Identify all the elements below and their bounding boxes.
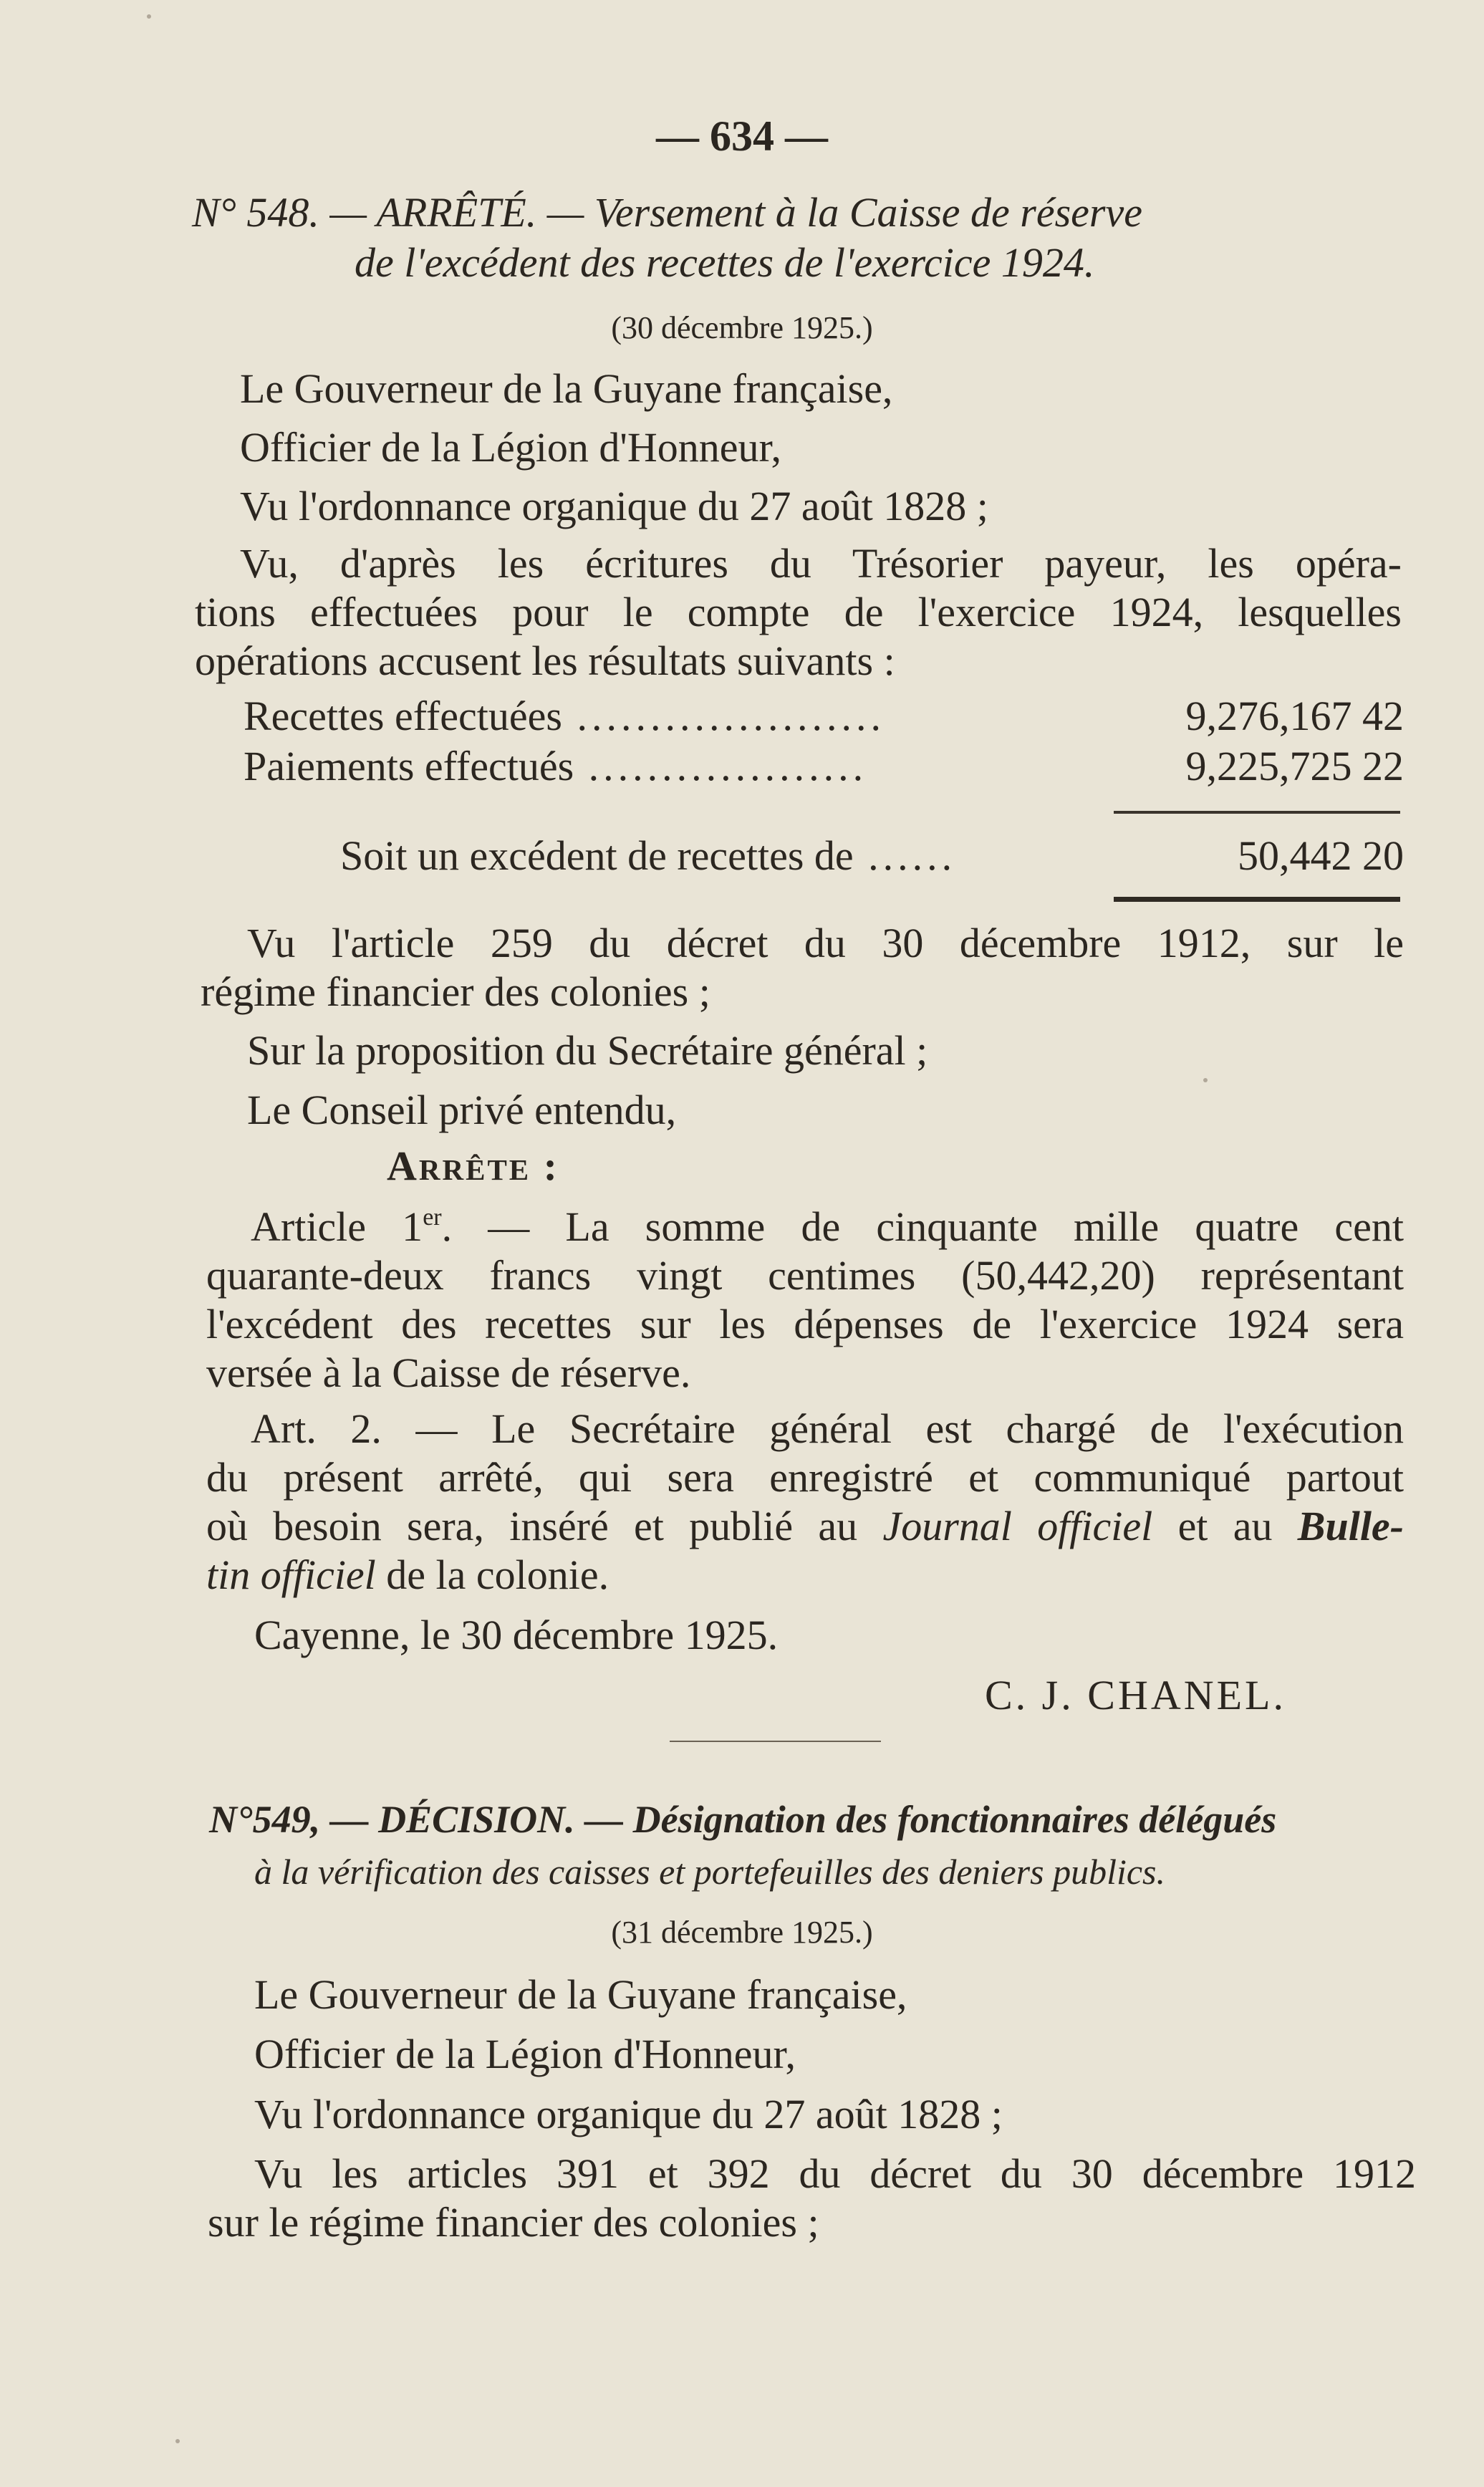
article-2-l3: où besoin sera, inséré et publié au Journal officiel et au Bulle-: [206, 1503, 1404, 1549]
place-and-date: Cayenne, le 30 décembre 1925.: [254, 1612, 779, 1658]
recettes-value: 9,276,167 42: [1185, 693, 1404, 739]
paiements-label: Paiements effectués ...................: [244, 743, 868, 789]
arrete-548-conseil: Le Conseil privé entendu,: [247, 1087, 677, 1133]
arrete-548-heading: Arrête :: [387, 1143, 559, 1189]
article-1-l2: quarante-deux francs vingt centimes (50,442,20) représentant: [206, 1252, 1404, 1299]
article-2-l2: du présent arrêté, qui sera enregistré et communiqué partout: [206, 1454, 1404, 1501]
arrete-548-title-line1: N° 548. — ARRÊTÉ. — Versement à la Caisse de réserve: [192, 189, 1142, 236]
arrete-548-vu-ecritures-l3: opérations accusent les résultats suivants :: [195, 638, 895, 684]
paper-speck: [1203, 1078, 1208, 1082]
article-1-l1: Article 1er. — La somme de cinquante mille quatre cent: [251, 1203, 1404, 1250]
article-2-l1: Art. 2. — Le Secrétaire général est chargé de l'exécution: [251, 1405, 1404, 1452]
decision-549-vu-articles-l2: sur le régime financier des colonies ;: [208, 2199, 819, 2246]
article-1-l4: versée à la Caisse de réserve.: [206, 1350, 691, 1396]
section-separator: [670, 1741, 881, 1742]
arrete-548-vu-ecritures-l1: Vu, d'après les écritures du Trésorier payeur, les opéra-: [240, 540, 1402, 587]
excedent-label: Soit un excédent de recettes de ......: [340, 832, 957, 879]
paper-speck: [175, 2439, 180, 2443]
arrete-548-vu-article-l2: régime financier des colonies ;: [201, 968, 710, 1015]
arrete-548-proposition: Sur la proposition du Secrétaire général ;: [247, 1027, 928, 1074]
arrete-548-officer: Officier de la Légion d'Honneur,: [240, 424, 781, 471]
arrete-548-date: (30 décembre 1925.): [611, 310, 873, 345]
decision-549-vu-articles-l1: Vu les articles 391 et 392 du décret du 30 décembre 1912: [254, 2150, 1416, 2197]
decision-549-title-line2: à la vérification des caisses et portefeuilles des deniers publics.: [254, 1852, 1165, 1892]
article-2-l4: tin officiel de la colonie.: [206, 1552, 610, 1598]
paiements-value: 9,225,725 22: [1185, 743, 1404, 789]
ledger-sum-rule: [1114, 811, 1400, 814]
decision-549-officer: Officier de la Légion d'Honneur,: [254, 2031, 796, 2077]
decision-549-vu-ordonnance: Vu l'ordonnance organique du 27 août 1828 ;: [254, 2091, 1003, 2137]
decision-549-title-line1: N°549, — DÉCISION. — Désignation des fonctionnaires délégués: [209, 1798, 1277, 1841]
paper-speck: [147, 14, 151, 19]
decision-549-date: (31 décembre 1925.): [611, 1915, 873, 1950]
signature: C. J. CHANEL.: [985, 1672, 1286, 1718]
arrete-548-governor: Le Gouverneur de la Guyane française,: [240, 365, 893, 412]
excedent-value: 50,442 20: [1238, 832, 1404, 879]
ledger-total-rule: [1114, 897, 1400, 902]
decision-549-governor: Le Gouverneur de la Guyane française,: [254, 1971, 907, 2018]
arrete-548-title-line2: de l'excédent des recettes de l'exercice 1924.: [355, 239, 1095, 286]
arrete-548-vu-ecritures-l2: tions effectuées pour le compte de l'exercice 1924, lesquelles: [195, 589, 1402, 635]
arrete-548-vu-article-l1: Vu l'article 259 du décret du 30 décembre 1912, sur le: [247, 920, 1404, 966]
article-1-l3: l'excédent des recettes sur les dépenses de l'exercice 1924 sera: [206, 1301, 1404, 1347]
arrete-548-vu-ordonnance: Vu l'ordonnance organique du 27 août 1828 ;: [240, 483, 988, 529]
recettes-label: Recettes effectuées .....................: [244, 693, 885, 739]
page-number: — 634 —: [656, 112, 828, 160]
